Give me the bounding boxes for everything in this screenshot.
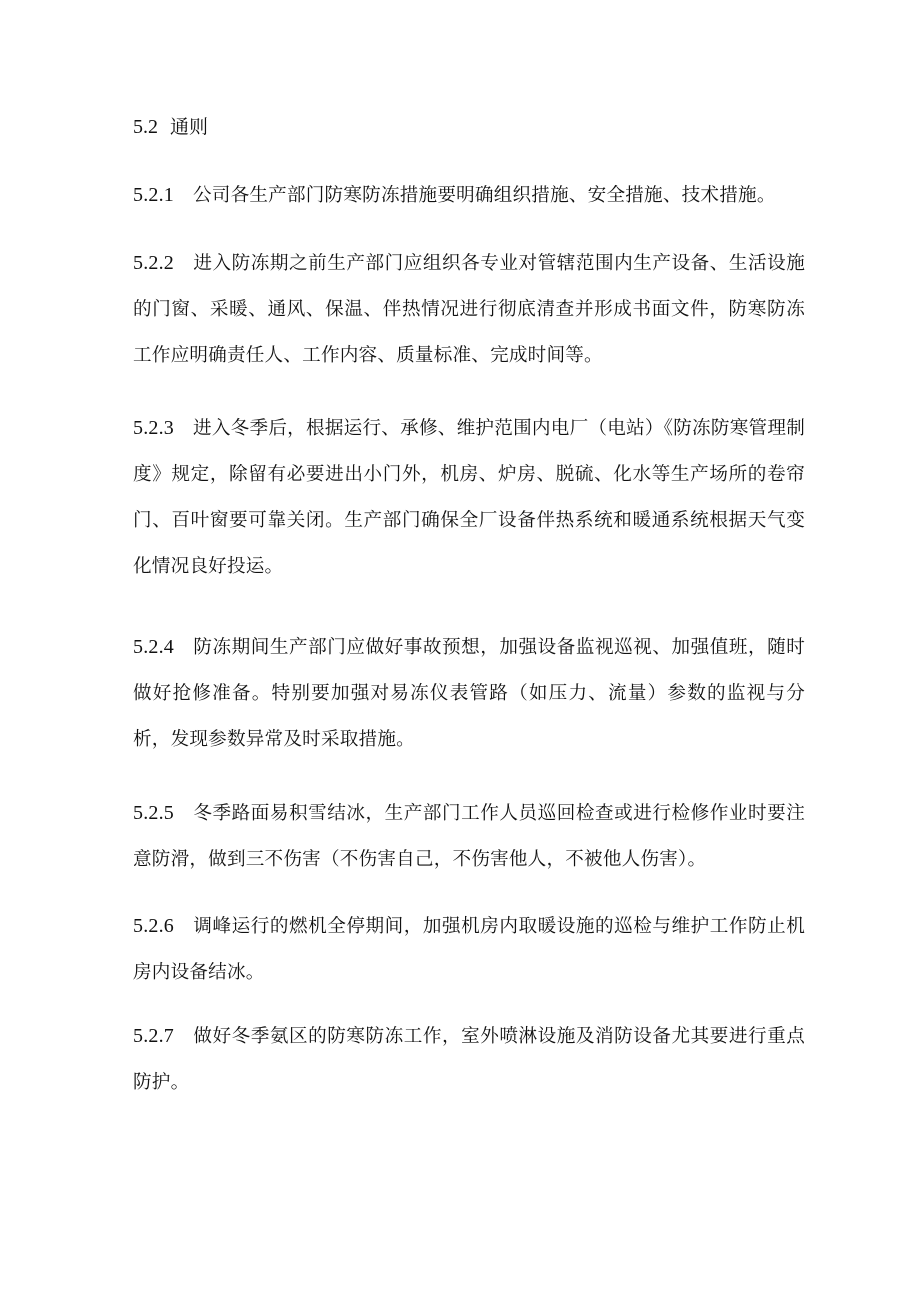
section-heading <box>133 112 208 142</box>
clause-text: 防冻期间生产部门应做好事故预想，加强设备监视巡视、加强值班，随时做好抢修准备。特别要加强对易冻仪表管路（如压力、流量）参数的监视与分析，发现参数异常及时采取措施。 <box>133 637 805 750</box>
clause-text: 进入防冻期之前生产部门应组织各专业对管辖范围内生产设备、生活设施的门窗、采暖、通风、保温、伴热情况进行彻底清查并形成书面文件，防寒防冻工作应明确责任人、工作内容、质量标准、完成时间等。 <box>133 253 805 366</box>
clause-5-2-4 <box>133 624 805 763</box>
section-title: 通则 <box>170 116 209 138</box>
clause-number: 5.2.3 <box>133 417 174 439</box>
clause-number: 5.2.2 <box>133 252 174 274</box>
clause-number: 5.2.1 <box>133 184 174 206</box>
section-number: 5.2 <box>133 116 158 138</box>
clause-5-2-3 <box>133 405 805 590</box>
clause-number: 5.2.4 <box>133 636 174 658</box>
clause-5-2-7 <box>133 1013 805 1106</box>
clause-number: 5.2.6 <box>133 915 174 937</box>
clause-number: 5.2.5 <box>133 802 174 824</box>
clause-text: 冬季路面易积雪结冰，生产部门工作人员巡回检查或进行检修作业时要注意防滑，做到三不伤害（不伤害自己，不伤害他人，不被他人伤害）。 <box>133 803 805 870</box>
clause-5-2-1 <box>133 172 805 219</box>
clause-number: 5.2.7 <box>133 1025 174 1047</box>
clause-text: 公司各生产部门防寒防冻措施要明确组织措施、安全措施、技术措施。 <box>193 185 776 206</box>
clause-text: 进入冬季后，根据运行、承修、维护范围内电厂（电站）《防冻防寒管理制度》规定，除留有必要进出小门外，机房、炉房、脱硫、化水等生产场所的卷帘门、百叶窗要可靠关闭。生产部门确保全厂设备伴热系统和暖通系统根据天气变化情况良好投运。 <box>133 418 805 577</box>
clause-5-2-6 <box>133 903 805 996</box>
clause-text: 做好冬季氨区的防寒防冻工作，室外喷淋设施及消防设备尤其要进行重点防护。 <box>133 1026 805 1093</box>
clause-5-2-5 <box>133 790 805 883</box>
clause-5-2-2 <box>133 240 805 379</box>
clause-text: 调峰运行的燃机全停期间，加强机房内取暖设施的巡检与维护工作防止机房内设备结冰。 <box>133 916 805 983</box>
